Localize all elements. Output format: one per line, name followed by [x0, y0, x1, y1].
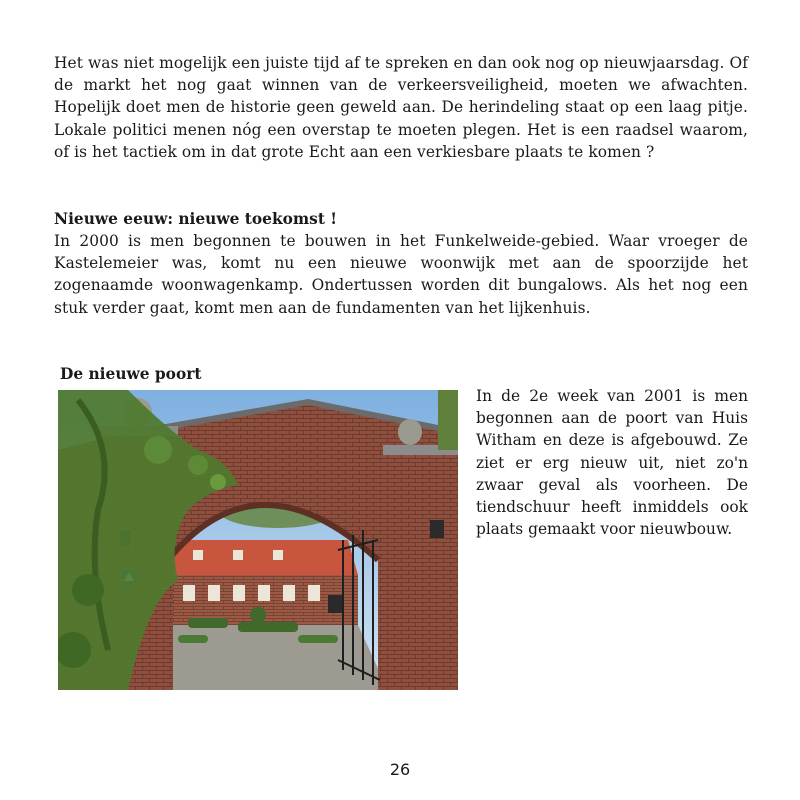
photo-caption: De nieuwe poort [60, 365, 202, 383]
page-number: 26 [389, 760, 411, 779]
gate-photo-illustration [58, 390, 458, 690]
paragraph-new-century: In 2000 is men begonnen te bouwen in het Funkelweide-gebied. Waar vroeger de Kastelemeier was, komt nu een nieuwe woonwijk met aan de spoorzijde het zogenaamde woonwagenkamp. Ondertussen worden dit bungalows. Als het nog een stuk verder gaat, komt men aan de fundamenten van het lijkenhuis. [54, 232, 748, 317]
section-heading: Nieuwe eeuw: nieuwe toekomst ! [54, 210, 338, 228]
paragraph-gate: In de 2e week van 2001 is men begonnen aan de poort van Huis Witham en deze is afgebouwd. Ze ziet er erg nieuw uit, niet zo'n zwaar geval als voorheen. De tiendschuur heeft inmiddels ook plaats gemaakt voor nieuwbouw. [476, 387, 748, 539]
gate-photo [58, 390, 458, 690]
paragraph-intro: Het was niet mogelijk een juiste tijd af te spreken en dan ook nog op nieuwjaarsdag. Of de markt het nog gaat winnen van de verkeersveiligheid, moeten we afwachten. Hopelijk doet men de historie geen geweld aan. De herindeling staat op een laag pitje. Lokale politici menen nóg een overstap te moeten plegen. Het is een raadsel waarom, of is het tactiek om in dat grote Echt aan een verkiesbare plaats te komen ? [54, 54, 748, 161]
